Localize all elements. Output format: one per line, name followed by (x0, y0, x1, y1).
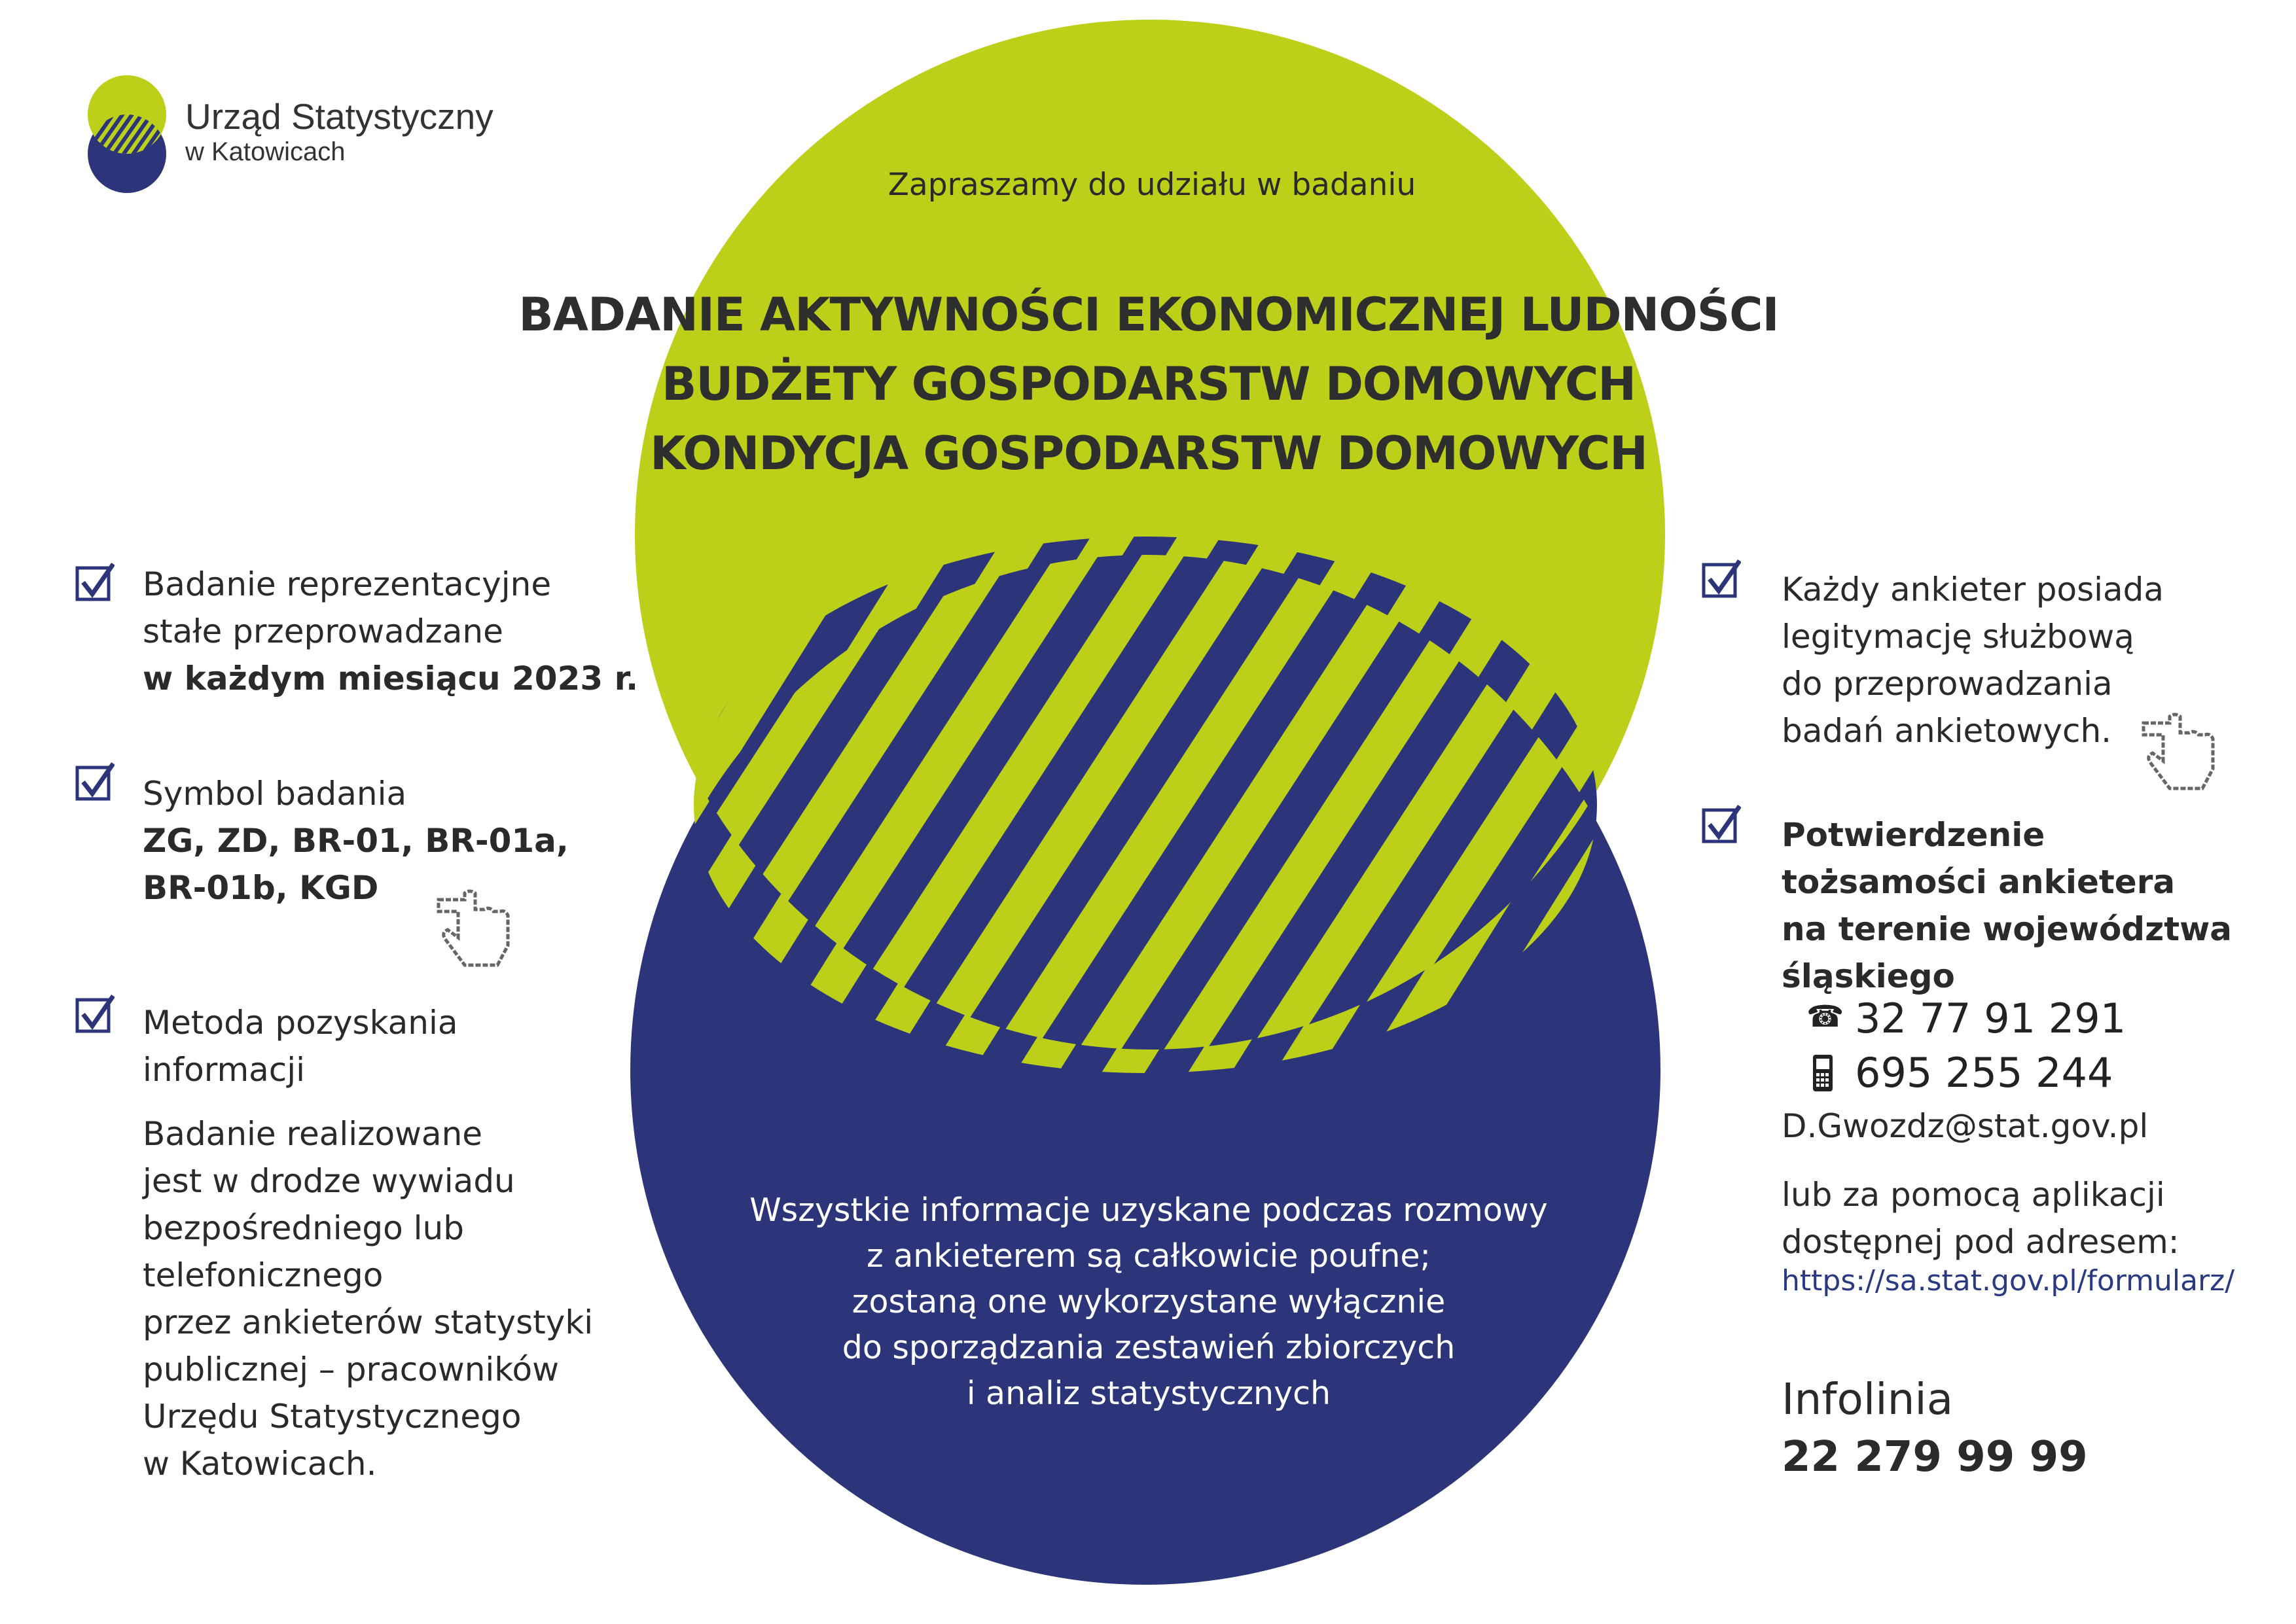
right-item-1-line: badań ankietowych. (1782, 712, 2112, 750)
left-item-1-line1: Badanie reprezentacyjne (143, 565, 552, 603)
checkbox-icon (1702, 805, 1741, 844)
checkbox-icon (75, 762, 115, 802)
checkbox-icon (1702, 559, 1741, 599)
right-item-1-line: do przeprowadzania (1782, 665, 2113, 703)
title-line-1: BADANIE AKTYWNOŚCI EKONOMICZNEJ LUDNOŚCI (518, 288, 1779, 342)
identity-line: Potwierdzenie (1782, 816, 2045, 854)
note-line: do sporządzania zestawień zbiorczych (842, 1329, 1456, 1366)
checkbox-icon (75, 563, 115, 602)
identity-confirmation (1782, 811, 2232, 1000)
desc-line: telefonicznego (143, 1256, 384, 1294)
right-item-1-line: legitymację służbową (1782, 618, 2134, 656)
desc-line: w Katowicach. (143, 1445, 377, 1483)
right-item-1-line: Każdy ankieter posiada (1782, 571, 2164, 609)
logo-subtitle: w Katowicach (185, 137, 346, 166)
desc-line: przez ankieterów statystyki (143, 1303, 594, 1341)
pointer-hand-icon (432, 880, 517, 972)
infoline-number[interactable]: 22 279 99 99 (1782, 1433, 2088, 1481)
title-line-2: BUDŻETY GOSPODARSTW DOMOWYCH (662, 357, 1636, 411)
logo-title: Urząd Statystyczny (185, 96, 493, 137)
left-item-3-description (143, 1110, 593, 1487)
left-item-2-line2: ZG, ZD, BR-01, BR-01a, (143, 822, 569, 860)
app-line-2: dostępnej pod adresem: (1782, 1223, 2179, 1261)
identity-line: tożsamości ankietera (1782, 863, 2176, 901)
left-item-1-line3: w każdym miesiącu 2023 r. (143, 660, 639, 697)
logo-icon (85, 69, 177, 200)
identity-line: śląskiego (1782, 957, 1955, 995)
mobile-phone-icon (1812, 1053, 1834, 1093)
desc-line: publicznej – pracowników (143, 1350, 559, 1388)
invite-text: Zapraszamy do udziału w badaniu (888, 167, 1416, 203)
desc-line: jest w drodze wywiadu (143, 1162, 515, 1200)
desc-line: Badanie realizowane (143, 1115, 483, 1153)
form-url-link[interactable]: https://sa.stat.gov.pl/formularz/ (1782, 1264, 2235, 1297)
note-line: i analiz statystycznych (966, 1375, 1331, 1412)
left-item-2-line1: Symbol badania (143, 775, 407, 813)
app-line-1: lub za pomocą aplikacji (1782, 1176, 2165, 1214)
infoline-label: Infolinia (1782, 1374, 1954, 1424)
right-item-1 (1782, 566, 2164, 754)
left-item-3-line1: Metoda pozyskania (143, 1004, 458, 1042)
title-line-3: KONDYCJA GOSPODARSTW DOMOWYCH (650, 427, 1647, 480)
note-line: z ankieterem są całkowicie poufne; (866, 1237, 1431, 1275)
checkbox-icon (75, 995, 115, 1034)
left-item-1 (143, 561, 638, 702)
left-item-3-line2: informacji (143, 1051, 306, 1089)
left-item-2-line3: BR-01b, KGD (143, 869, 379, 907)
app-info (1782, 1171, 2179, 1265)
identity-line: na terenie województwa (1782, 910, 2233, 948)
telephone-icon: ☎ (1806, 998, 1844, 1034)
phone-mobile[interactable]: 695 255 244 (1855, 1049, 2113, 1097)
confidentiality-note (694, 1188, 1604, 1417)
phone-landline[interactable]: 32 77 91 291 (1855, 995, 2126, 1042)
desc-line: Urzędu Statystycznego (143, 1398, 522, 1436)
pointer-hand-icon (2137, 703, 2222, 795)
email-link[interactable]: D.Gwozdz@stat.gov.pl (1782, 1107, 2149, 1145)
left-item-3 (143, 999, 458, 1093)
desc-line: bezpośredniego lub (143, 1209, 464, 1247)
note-line: Wszystkie informacje uzyskane podczas rozmowy (749, 1192, 1548, 1229)
left-item-1-line2: stałe przeprowadzane (143, 612, 503, 650)
note-line: zostaną one wykorzystane wyłącznie (852, 1283, 1446, 1320)
